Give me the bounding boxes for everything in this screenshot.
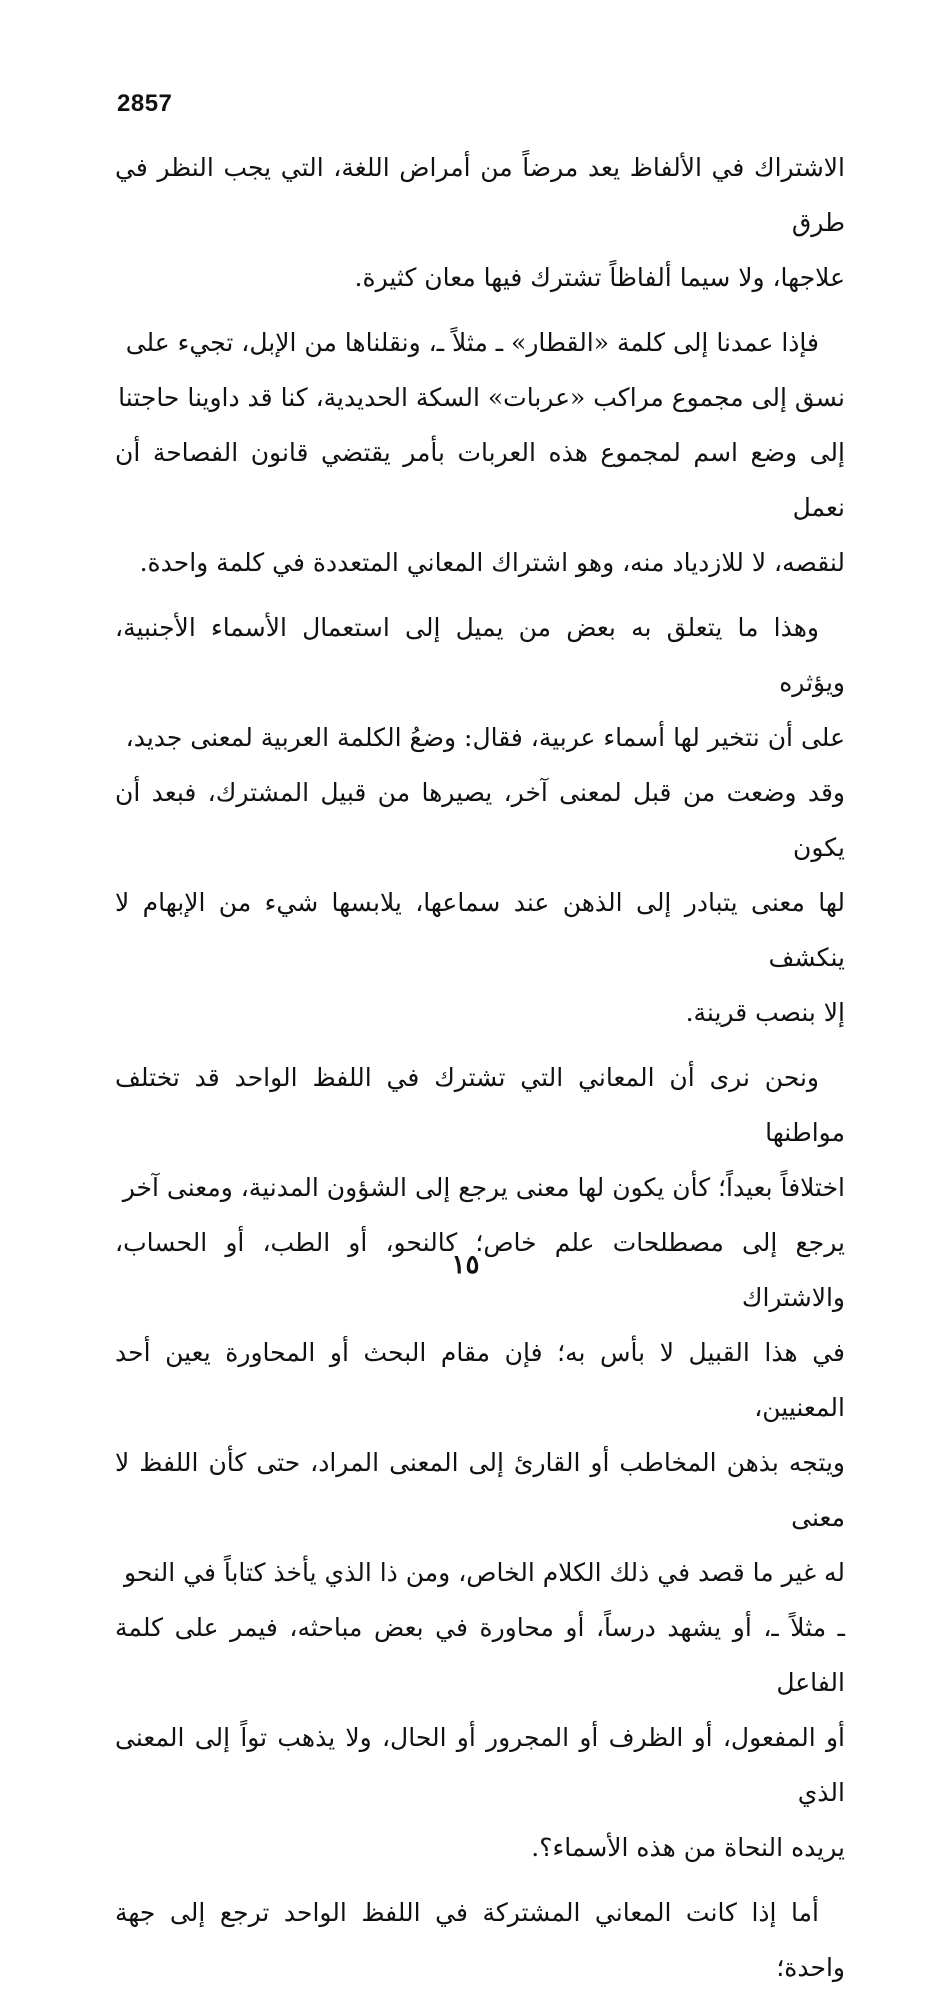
paragraph-3: وهذا ما يتعلق به بعض من يميل إلى استعمال الأسماء الأجنبية، ويؤثره على أن نتخير لها أسماء عربية، فقال: وضعُ الكلمة العربية لمعنى جديد، وقد وضعت من قبل لمعنى آخر، يصيرها من قبيل المشترك، فبعد أن يكون لها معنى يتبادر إلى الذهن عند سماعها، يلابسها شيء من الإبهام لا ينكشف إلا بنصب قرينة. [115,613,845,1027]
text-body [115,140,845,2005]
paragraph-1: الاشتراك في الألفاظ يعد مرضاً من أمراض اللغة، التي يجب النظر في طرق علاجها، ولا سيما ألفاظاً تشترك فيها معان كثيرة. [115,153,845,292]
paragraph-4: ونحن نرى أن المعاني التي تشترك في اللفظ الواحد قد تختلف مواطنها اختلافاً بعيداً؛ كأن يكون لها معنى يرجع إلى الشؤون المدنية، ومعنى آخر يرجع إلى مصطلحات علم خاص؛ كالنحو، أو الطب، أو الحساب، والاشتراك في هذا القبيل لا بأس به؛ فإن مقام البحث أو المحاورة يعين أحد المعنيين، ويتجه بذهن المخاطب أو القارئ إلى المعنى المراد، حتى كأن اللفظ لا معنى له غير ما قصد في ذلك الكلام الخاص، ومن ذا الذي يأخذ كتاباً في النحو ـ مثلاً ـ، أو يشهد درساً، أو محاورة في بعض مباحثه، فيمر على كلمة الفاعل أو المفعول، أو الظرف أو المجرور أو الحال، ولا يذهب تواً إلى المعنى الذي يريده النحاة من هذه الأسماء؟. [115,1063,845,1862]
page-number-bottom: ١٥ [451,1250,480,1280]
paragraph-5: أما إذا كانت المعاني المشتركة في اللفظ الواحد ترجع إلى جهة واحدة؛ [115,1898,845,1982]
page-number-top: 2857 [117,90,173,117]
paragraph-2: فإذا عمدنا إلى كلمة «القطار» ـ مثلاً ـ، ونقلناها من الإبل، تجيء على نسق إلى مجموع مراكب «عربات» السكة الحديدية، كنا قد داوينا حاجتنا إلى وضع اسم لمجموع هذه العربات بأمر يقتضي قانون الفصاحة أن نعمل لنقصه، لا للازدياد منه، وهو اشتراك المعاني المتعددة في كلمة واحدة. [115,328,845,577]
